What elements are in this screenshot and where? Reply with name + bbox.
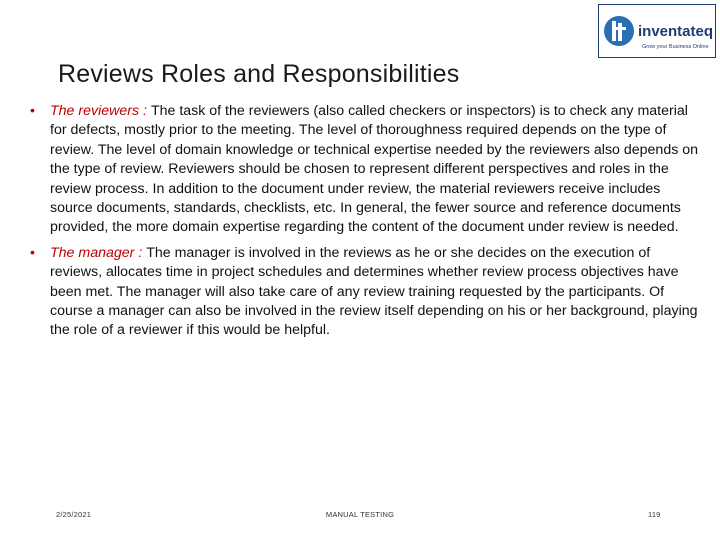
bullet-reviewers <box>30 102 702 238</box>
slide-title: Reviews Roles and Responsibilities <box>58 60 460 88</box>
slide-body <box>30 102 702 347</box>
term-label: The reviewers <box>50 103 140 119</box>
logo-mark-stroke-t <box>618 23 622 41</box>
logo-brand-name: inventateq <box>638 23 714 40</box>
term-label: The manager <box>50 244 135 261</box>
logo-tagline: Grow your Business Online <box>642 44 709 50</box>
footer-date: 2/25/2021 <box>56 510 92 519</box>
term-separator: : <box>134 244 147 261</box>
bullet-text-reviewers: The task of the reviewers (also called checkers or inspectors) is to check any material for defects, mostly prior to the meeting. The level of thoroughness required depends on the type of review. The level of domain knowledge or technical expertise needed by the reviewers also depends on the type of review. Reviewers should be chosen to represent different perspectives and roles in the review process. In addition to the document under review, the material reviewers receive includes source documents, standards, checklists, etc. In general, the fewer source and reference documents provided, the more domain expertise regarding the content of the document under review is needed. <box>50 103 699 236</box>
bullet-marker: • <box>30 244 35 261</box>
footer-title: MANUAL TESTING <box>325 510 395 519</box>
footer-page-number: 119 <box>648 510 661 519</box>
bullet-text-manager: The manager is involved in the reviews as he or she decides on the execution of reviews, allocates time in project schedules and determines whether review process objectives have been met. The manager will also take care of any review training requested by the participants. Of course a manager can also be involved in the review itself depending on his or her background, playing the role of a reviewer if this would be helpful. <box>50 244 698 339</box>
company-logo <box>598 4 716 58</box>
bullet-manager <box>30 244 702 341</box>
bullet-term-reviewers <box>50 103 151 119</box>
bullet-term-manager <box>50 245 146 261</box>
bullet-marker: • <box>30 103 35 119</box>
logo-mark-crossbar <box>615 27 626 30</box>
logo-graphic <box>599 5 715 57</box>
term-separator: : <box>139 103 151 119</box>
logo-mark-stroke-i <box>612 21 616 41</box>
